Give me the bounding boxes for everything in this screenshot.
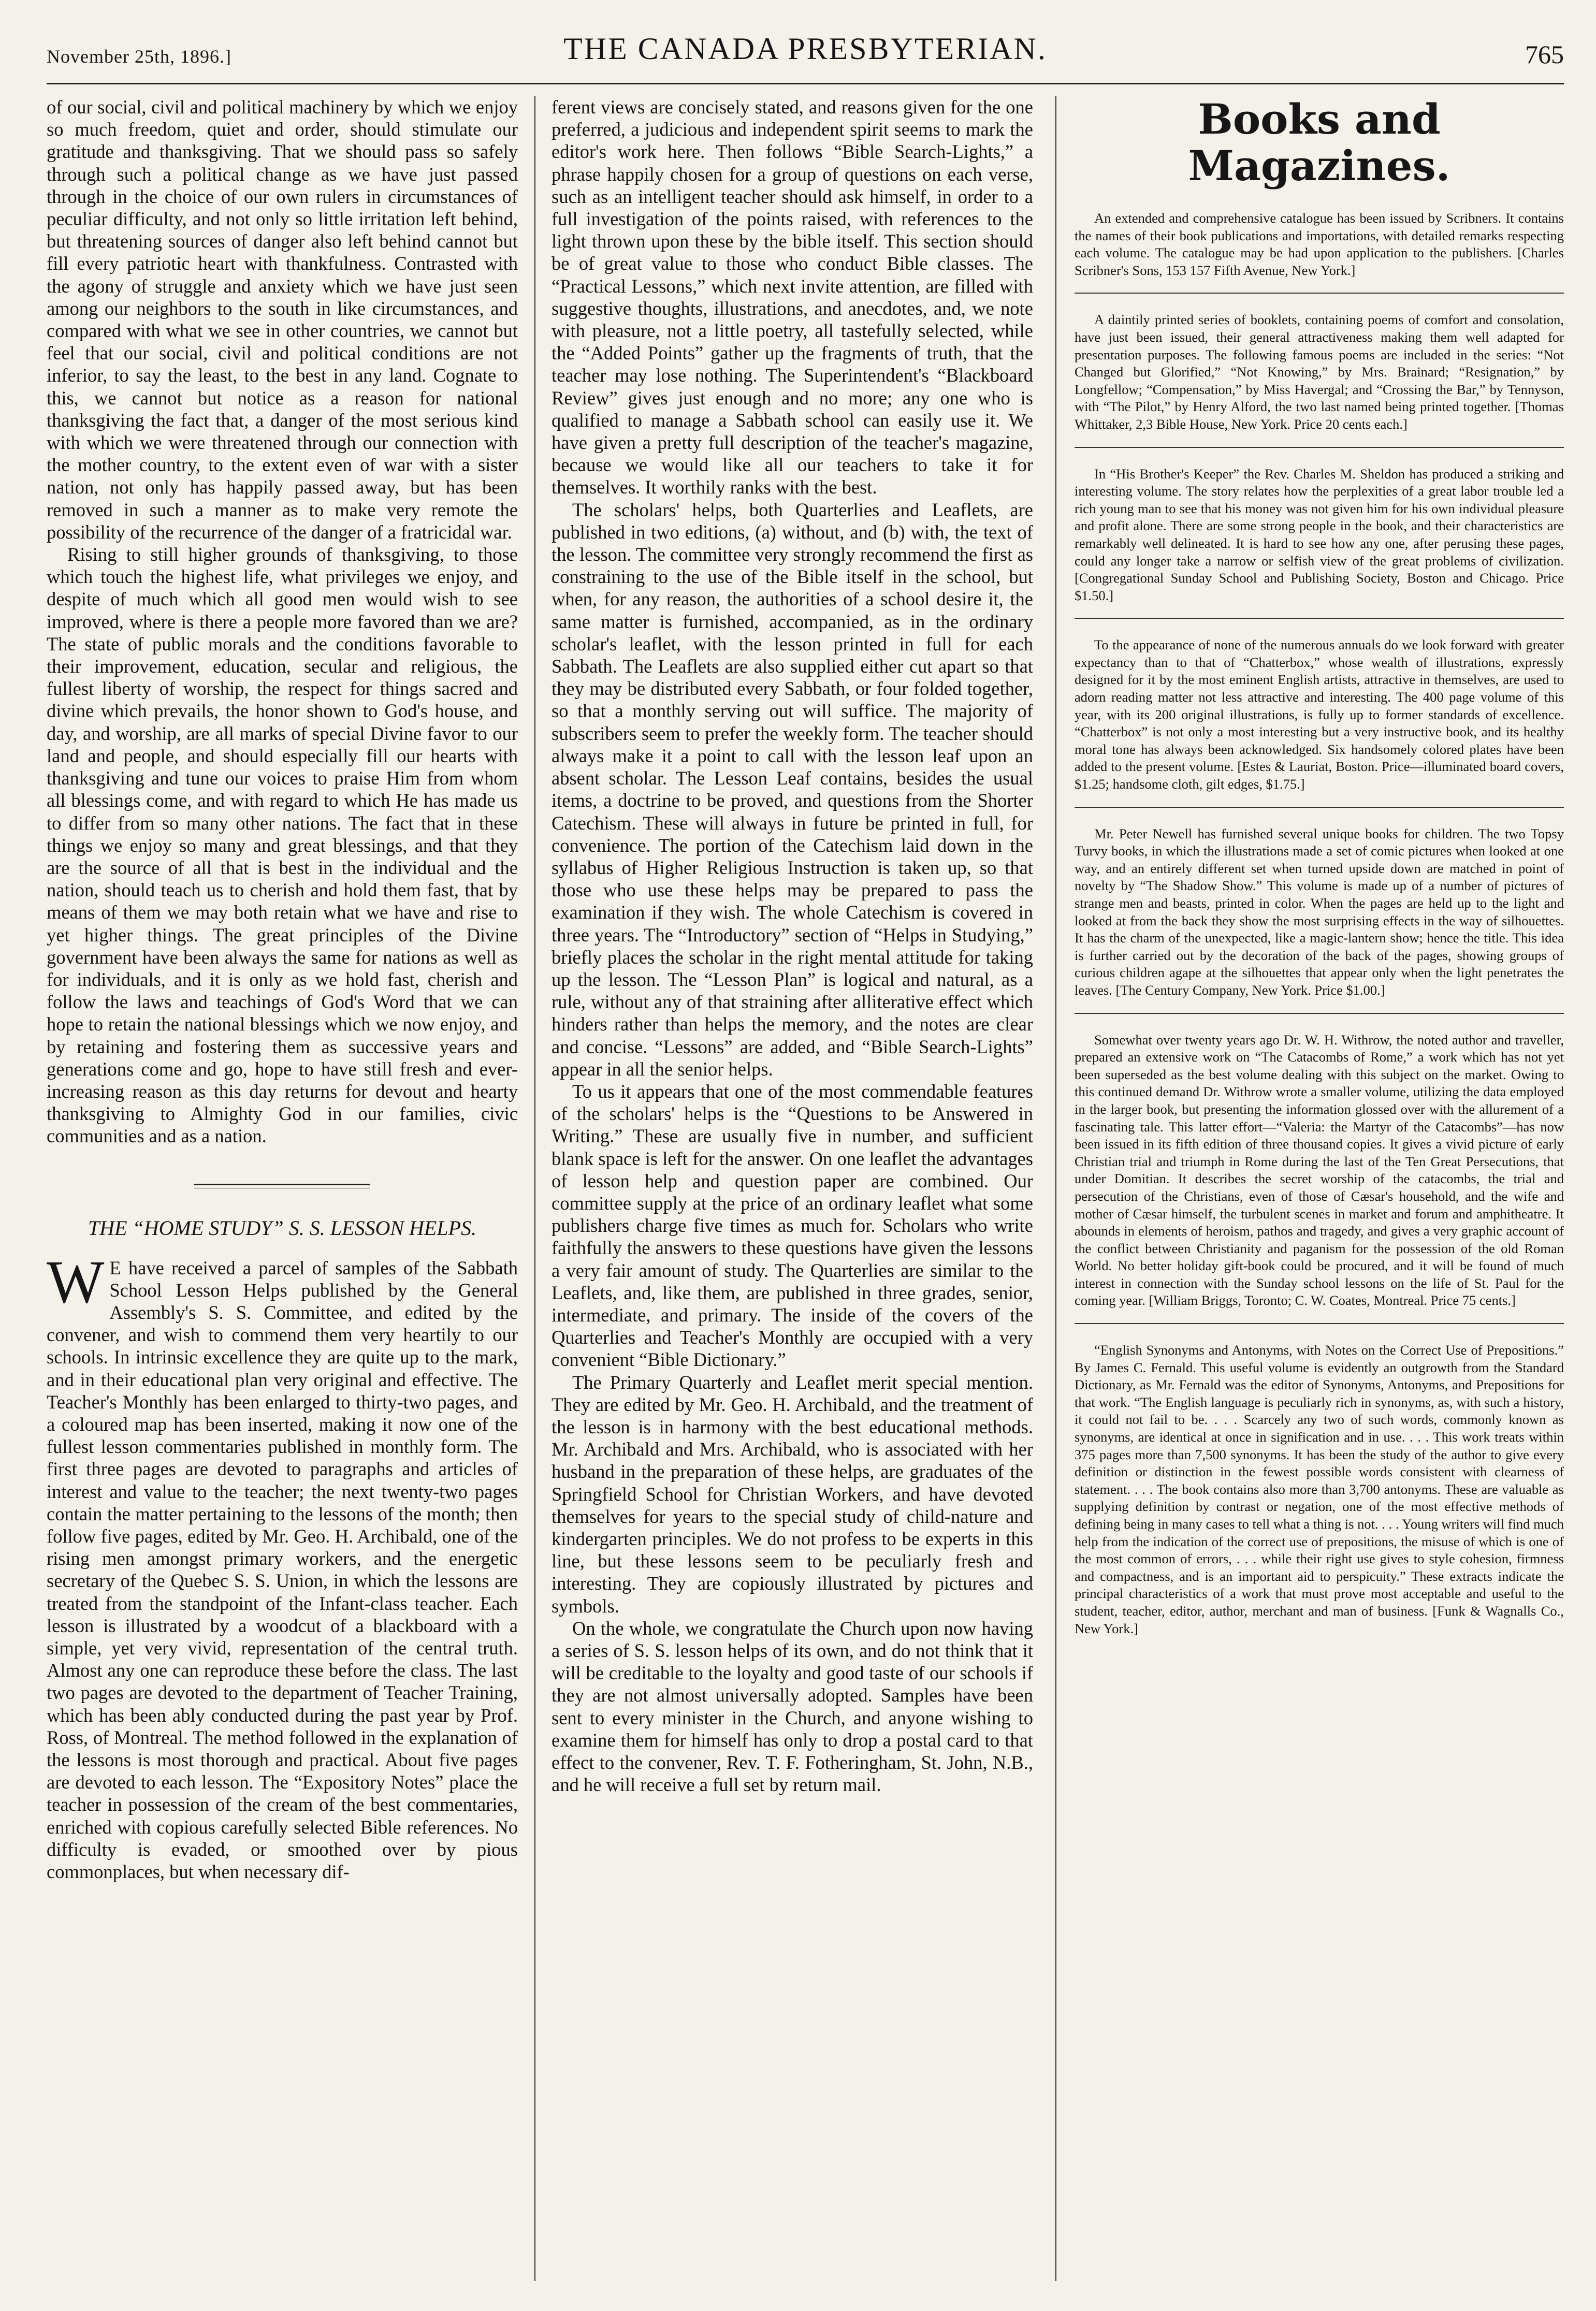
column-1 xyxy=(47,96,518,1883)
book-review: To the appearance of none of the numerous annuals do we look forward with greater expectancy than to that of “Chatterbox,” whose wealth of illustrations, expressly designed for it by the most eminent English artists, attractive in themselves, are used to adorn reading matter not less attractive and interesting. The 400 page volume of this year, with its 200 original illustrations, is fully up to former standards of excellence. “Chatterbox” is not only a most interesting but a very instructive book, and its healthy moral tone has always been acknowledged. Six handsomely colored plates have been added to the present volume. [Estes & Lauriat, Boston. Price—illuminated board covers, $1.25; handsome cloth, gilt edges, $1.75.] xyxy=(1075,636,1564,807)
column-2 xyxy=(552,96,1033,1796)
drop-cap: W xyxy=(47,1247,105,1316)
book-review: Mr. Peter Newell has furnished several unique books for children. The two Topsy Turvy books, in which the illustrations made a set of comic pictures when looked at one way, and an entirely different set when turned upside down are matched in point of novelty by “The Shadow Show.” This volume is made up of a number of pictures of strange men and beasts, printed in color. When the pages are held up to the light and looked at from the back they show the most surprising effects in the way of silhouettes. It has the charm of the unexpected, like a magic-lantern show; hence the title. This idea is further carried out by the decoration of the back of the pages, showing groups of curious children agape at the silhouettes that appear only when the light penetrates the leaves. [The Century Company, New York. Price $1.00.] xyxy=(1075,825,1564,1014)
paragraph: Rising to still higher grounds of thanksgiving, to those which touch the highest life, what privileges we enjoy, and despite of much which all good men would wish to see improved, where is there a people more favored than we are? The state of public morals and the conditions favorable to their improvement, education, secular and religious, the fullest liberty of worship, the respect for things sacred and divine which prevails, the honor shown to God's house, and day, and worship, are all marks of special Divine favor to our land and people, and should especially fill our hearts with thanksgiving and tune our voices to praise Him from whom all blessings come, and with regard to which He has made us to differ from so many other nations. The fact that in these things we enjoy so many and great blessings, and that they are the source of all that is best in the individual and the nation, should teach us to cherish and hold them fast, that by means of them we may both retain what we have and rise to yet higher things. The great principles of the Divine government have been always the same for nations as well as for individuals, and it is only as we hold fast, cherish and follow the laws and teachings of God's Word that we can hope to retain the national blessings which we now enjoy, and by retaining and fostering them as successive years and generations come and go, hope to have still fresh and ever-increasing reason as this day returns for devout and hearty thanksgiving to Almighty God in our families, civic communities and as a nation. xyxy=(47,544,518,1147)
header-rule xyxy=(47,83,1564,84)
article-title: THE “HOME STUDY” S. S. LESSON HELPS. xyxy=(88,1216,477,1240)
section-title: Books and Magazines. xyxy=(1188,96,1450,190)
page-header xyxy=(47,31,1564,78)
publication-title: THE CANADA PRESBYTERIAN. xyxy=(563,32,1047,66)
page-number: 765 xyxy=(1525,40,1564,69)
column-3 xyxy=(1075,96,1564,1668)
paragraph: ferent views are concisely stated, and reasons given for the one preferred, a judicious and independent spirit seems to mark the editor's work here. Then follows “Bible Search-Lights,” a phrase happily chosen for a group of questions on each verse, such as an intelligent teacher should ask himself, in order to a full investigation of the points raised, with references to the light thrown upon these by the bible itself. This section should be of great value to those who conduct Bible classes. The “Practical Lessons,” which next invite attention, are filled with suggestive thoughts, illustrations, and anecdotes, and, we note with pleasure, not a little poetry, all tastefully selected, while the “Added Points” gather up the fragments of truth, that the teacher may lose nothing. The Superintendent's “Blackboard Review” gives just enough and no more; any one who is qualified to manage a Sabbath school can easily use it. We have given a pretty full description of the teacher's magazine, because we would like all our teachers to take it for themselves. It worthily ranks with the best. xyxy=(552,96,1033,498)
issue-date: November 25th, 1896.] xyxy=(47,46,231,67)
book-review: In “His Brother's Keeper” the Rev. Charles M. Sheldon has produced a striking and interesting volume. The story relates how the perplexities of a great labor trouble led a rich young man to see that his money was not given him for his own individual pleasure and profit alone. There are some strong people in the book, and their characteristics are remarkably well delineated. It is hard to see how any one, after perusing these pages, could any longer take a narrow or selfish view of the great problems of civilization. [Congregational Sunday School and Publishing Society, Boston and Chicago. Price $1.50.] xyxy=(1075,466,1564,619)
paragraph: The Primary Quarterly and Leaflet merit special mention. They are edited by Mr. Geo. H. Archibald, and the treatment of the lesson is in harmony with the best educational methods. Mr. Archibald and Mrs. Archibald, who is associated with her husband in the preparation of these helps, are graduates of the Springfield School for Christian Workers, and have devoted themselves for years to the special study of child-nature and kindergarten principles. We do not profess to be experts in this line, but these lessons seem to be peculiarly fresh and interesting. They are copiously illustrated by pictures and symbols. xyxy=(552,1371,1033,1617)
paragraph: On the whole, we congratulate the Church upon now having a series of S. S. lesson helps of its own, and do not think that it will be creditable to the loyalty and good taste of our schools if they are not almost universally adopted. Samples have been sent to every minister in the Church, and anyone wishing to examine them for himself has only to drop a postal card to that effect to the convener, Rev. T. F. Fotheringham, St. John, N.B., and he will receive a full set by return mail. xyxy=(552,1617,1033,1796)
section-separator xyxy=(194,1184,370,1188)
paragraph: The scholars' helps, both Quarterlies and Leaflets, are published in two editions, (a) without, and (b) with, the text of the lesson. The committee very strongly recommend the first as constraining to the use of the Bible itself in the school, but when, for any reason, the authorities of a school desire it, the same matter is furnished, accompanied, as in the ordinary scholar's leaflet, with the lesson printed in full for each Sabbath. The Leaflets are also supplied either cut apart so that they may be distributed every Sabbath, or four folded together, so that a monthly serving out will suffice. The majority of subscribers seem to prefer the weekly form. The teacher should always make it a point to call with the lesson leaf upon an absent scholar. The Lesson Leaf contains, besides the usual items, a doctrine to be proved, and questions from the Shorter Catechism. These will always in future be printed in full, for convenience. The portion of the Catechism laid down in the syllabus of Higher Religious Instruction is taken up, so that those who use these helps may be prepared to pass the examination if they wish. The whole Catechism is covered in three years. The “Introductory” section of “Helps in Studying,” briefly places the scholar in the right mental attitude for taking up the lesson. The “Lesson Plan” is logical and natural, as a rule, without any of that straining after alliterative effect which hinders rather than helps the memory, and the notes are clear and concise. “Lessons” are added, and “Bible Search-Lights” appear in all the senior helps. xyxy=(552,499,1033,1080)
book-review: A daintily printed series of booklets, containing poems of comfort and consolation, have just been issued, their general attractiveness making them well adapted for presentation purposes. The following famous poems are included in the series: “Not Changed but Glorified,” “Not Knowing,” by Mrs. Brainard; “Resignation,” by Longfellow; “Compensation,” by Miss Havergal; and “Crossing the Bar,” by Tennyson, with “The Pilot,” by Henry Alford, the two last named being printed together. [Thomas Whittaker, 2,3 Bible House, New York. Price 20 cents each.] xyxy=(1075,311,1564,447)
book-review: Somewhat over twenty years ago Dr. W. H. Withrow, the noted author and traveller, prepared an extensive work on “The Catacombs of Rome,” a work which has not yet been superseded as the best volume dealing with this subject on the market. Owing to this continued demand Dr. Withrow wrote a smaller volume, utilizing the data employed in the larger book, but presenting the information glossed over with the allurement of a fascinating tale. This latter effort—“Valeria: the Martyr of the Catacombs”—has now been issued in its fifth edition of three thousand copies. It gives a vivid picture of early Christian trial and triumph in Rome during the last of the Ten Great Persecutions, that under Domitian. It describes the secret worship of the catacombs, the trial and persecution of the Christians, even of those of Cæsar's household, and the wife and mother of Cæsar himself, the turbulent scenes in market and forum and amphitheatre. It abounds in elements of heroism, pathos and tragedy, and gives a very graphic account of the conflict between Christianity and paganism for the possession of the old Roman World. No better holiday gift-book could be procured, and it will be found of much interest in connection with the Sunday school lessons on the life of St. Paul for the coming year. [William Briggs, Toronto; C. W. Coates, Montreal. Price 75 cents.] xyxy=(1075,1031,1564,1325)
column-divider xyxy=(534,96,535,2281)
book-review: An extended and comprehensive catalogue has been issued by Scribners. It contains the names of their book publications and importations, with detailed remarks respecting each volume. The catalogue may be had upon application to the publishers. [Charles Scribner's Sons, 153 157 Fifth Avenue, New York.] xyxy=(1075,210,1564,294)
book-review: “English Synonyms and Antonyms, with Notes on the Correct Use of Prepositions.” By James C. Fernald. This useful volume is evidently an outgrowth from the Standard Dictionary, as Mr. Fernald was the editor of Synonyms, Antonyms, and Prepositions for that work. “The English language is peculiarly rich in synonyms, as, with such a history, it could not fail to be. . . . Scarcely any two of such words, commonly known as synonyms, are identical at once in signification and in use. . . . This work treats within 375 pages more than 7,500 synonyms. It has been the study of the author to give every definition or distinction in the fewest possible words consistent with clearness of statement. . . . The book contains also more than 3,700 antonyms. These are valuable as supplying definition by contrast or negation, one of the most effective methods of defining being in many cases to tell what a thing is not. . . . Young writers will find much help from the indication of the correct use of prepositions, the misuse of which is one of the most common of errors, . . . while their right use gives to style cohesion, firmness and compactness, and is an important aid to perspicuity.” These extracts indicate the principal characteristics of a work that must prove most acceptable and useful to the student, teacher, editor, author, merchant and man of business. [Funk & Wagnalls Co., New York.] xyxy=(1075,1342,1564,1636)
paragraph: of our social, civil and political machinery by which we enjoy so much freedom, quiet and order, should stimulate our gratitude and thanksgiving. That we should pass so safely through such a political change as we have just passed through in the choice of our own rulers in circumstances of peculiar difficulty, and not only so little irritation left behind, but threatening sources of danger also left behind cannot but fill every patriotic heart with thankfulness. Contrasted with the agony of struggle and anxiety which we have just seen among our neighbors to the south in like circumstances, and compared with what we see in other countries, we cannot but feel that our social, civil and political conditions are not inferior, to say the least, to the best in any land. Cognate to this, we cannot but notice as a reason for national thanksgiving the fact that, a danger of the most serious kind with which we were threatened through our connection with the mother country, to the extent even of war with a sister nation, not only has happily passed away, but has been removed in such a manner as to make very remote the possibility of the recurrence of the danger of a fratricidal war. xyxy=(47,96,518,543)
paragraph: To us it appears that one of the most commendable features of the scholars' helps is the “Questions to be Answered in Writing.” These are usually five in number, and sufficient blank space is left for the answer. On one leaflet the advantages of lesson help and question paper are combined. Our committee supply at the price of an ordinary leaflet what some publishers charge five times as much for. Scholars who write faithfully the answers to these questions have given the lessons a very fair amount of study. The Quarterlies are similar to the Leaflets, and, like them, are published in three grades, senior, intermediate, and primary. The inside of the covers of the Quarterlies and Teacher's Monthly are occupied with a very convenient “Bible Dictionary.” xyxy=(552,1080,1033,1371)
column-divider xyxy=(1055,96,1056,2281)
article-lead-text: E have received a parcel of samples of the Sabbath School Lesson Helps published by the General Assembly's S. S. Committee, and edited by the convener, and wish to commend them very heartily to our schools. In intrinsic excellence they are quite up to the mark, and in their educational plan very original and effective. The Teacher's Monthly has been enlarged to thirty-two pages, and a coloured map has been inserted, making it now one of the fullest lesson commentaries published in monthly form. The first three pages are devoted to paragraphs and articles of interest and value to the teacher; the next twenty-two pages contain the matter pertaining to the lessons of the month; then follow five pages, edited by Mr. Geo. H. Archibald, one of the rising men amongst primary workers, and the energetic secretary of the Quebec S. S. Union, in which the lessons are treated from the standpoint of the Infant-class teacher. Each lesson is illustrated by a woodcut of a blackboard with a simple, yet very vivid, representation of the central truth. Almost any one can reproduce these before the class. The last two pages are devoted to the department of Teacher Training, which has been ably conducted during the past year by Prof. Ross, of Montreal. The method followed in the explanation of the lessons is most thorough and practical. About five pages are devoted to each lesson. The “Expository Notes” place the teacher in possession of the cream of the best commentaries, enriched with copious carefully selected Bible references. No difficulty is evaded, or smoothed over by pious commonplaces, but when necessary dif- xyxy=(47,1257,518,1883)
article-lead-paragraph xyxy=(47,1247,518,1883)
